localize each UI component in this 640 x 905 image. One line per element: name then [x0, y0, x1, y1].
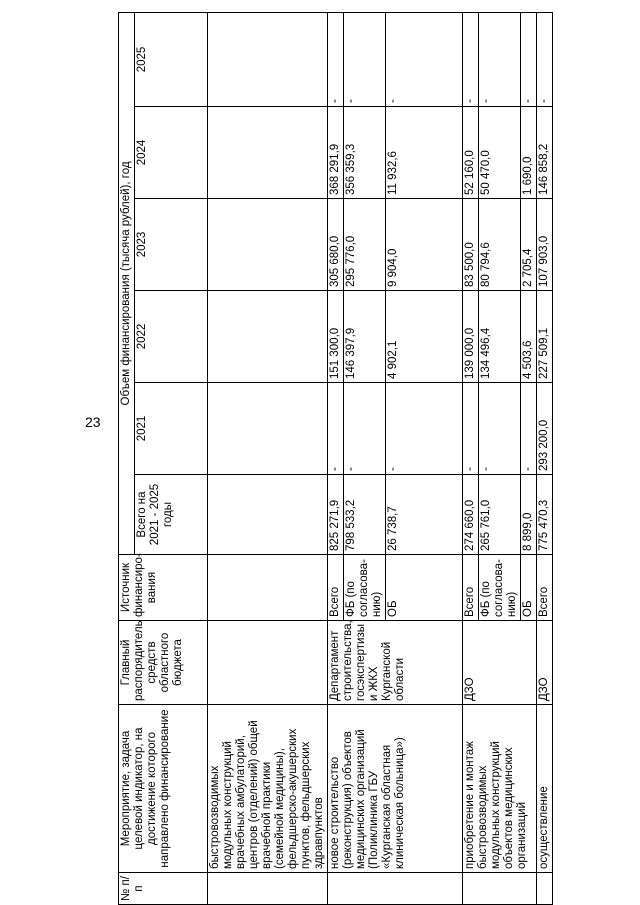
- cell-source: ОБ: [386, 555, 463, 621]
- cell-measure: приобретение и монтаж быстровозводимых модульных конструкций объектов медицинских организаций: [463, 705, 537, 873]
- cell-2024: 50 470,0: [479, 107, 521, 199]
- cell-2023: 80 794,6: [479, 199, 521, 291]
- cell-total: 798 533,2: [344, 475, 386, 555]
- cell-total: 274 660,0: [463, 475, 479, 555]
- cell-manager: ДЗО: [463, 621, 537, 705]
- table-row: [328, 12, 344, 904]
- cell-2023: 305 680,0: [328, 199, 344, 291]
- cell-manager: ДЗО: [537, 621, 553, 705]
- cell-2021: -: [521, 383, 537, 475]
- cell-2021: -: [344, 383, 386, 475]
- cell-2022: 139 000,0: [463, 291, 479, 383]
- cell-2022: 146 397,9: [344, 291, 386, 383]
- header-source: Источник финансиро-вания: [119, 555, 208, 621]
- cell-source: Всего: [463, 555, 479, 621]
- cell-measure: осуществление: [537, 705, 553, 873]
- header-year-2021: 2021: [135, 383, 208, 475]
- cell-num: [328, 873, 463, 905]
- header-year-2023: 2023: [135, 199, 208, 291]
- cell-2023: 107 903,0: [537, 199, 553, 291]
- cell-total: [208, 475, 328, 555]
- cell-source: ФБ (по согласова-нию): [344, 555, 386, 621]
- cell-2024: 52 160,0: [463, 107, 479, 199]
- cell-2022: 134 496,4: [479, 291, 521, 383]
- cell-2021: -: [479, 383, 521, 475]
- cell-num: [463, 873, 537, 905]
- cell-source: ОБ: [521, 555, 537, 621]
- cell-2025: [208, 12, 328, 106]
- cell-2024: 1 690,0: [521, 107, 537, 199]
- header-year-2024: 2024: [135, 107, 208, 199]
- header-num: № п/п: [119, 873, 208, 905]
- cell-2022: 227 509,1: [537, 291, 553, 383]
- cell-num: [537, 873, 553, 905]
- cell-total: 825 271,9: [328, 475, 344, 555]
- cell-total: 26 738,7: [386, 475, 463, 555]
- cell-source: Всего: [537, 555, 553, 621]
- table-row: [208, 12, 328, 904]
- header-total: Всего на 2021 - 2025 годы: [135, 475, 208, 555]
- header-year-2022: 2022: [135, 291, 208, 383]
- cell-2023: [208, 199, 328, 291]
- cell-2023: 83 500,0: [463, 199, 479, 291]
- cell-2025: -: [521, 12, 537, 106]
- cell-2022: 4 503,6: [521, 291, 537, 383]
- financing-table-wrapper: [118, 13, 608, 905]
- cell-source: Всего: [328, 555, 344, 621]
- cell-2021: [208, 383, 328, 475]
- cell-manager: Департамент строительства, госэкспертизы и ЖКХ Курганской области: [328, 621, 463, 705]
- cell-2022: [208, 291, 328, 383]
- cell-2024: [208, 107, 328, 199]
- cell-2021: -: [386, 383, 463, 475]
- cell-total: 265 761,0: [479, 475, 521, 555]
- cell-2023: 295 776,0: [344, 199, 386, 291]
- cell-2025: -: [344, 12, 386, 106]
- page-number: 23: [85, 414, 101, 430]
- cell-2023: 2 705,4: [521, 199, 537, 291]
- cell-2021: 293 200,0: [537, 383, 553, 475]
- cell-total: 775 470,3: [537, 475, 553, 555]
- cell-2022: 4 902,1: [386, 291, 463, 383]
- cell-2024: 356 359,3: [344, 107, 386, 199]
- cell-2024: 11 932,6: [386, 107, 463, 199]
- cell-2021: -: [463, 383, 479, 475]
- table-row: [537, 12, 553, 904]
- header-year-2025: 2025: [135, 12, 208, 106]
- cell-source: [208, 555, 328, 621]
- cell-manager: [208, 621, 328, 705]
- cell-measure: быстровозводимых модульных конструкций врачебных амбулаторий, центров (отделений) общей врачебной практики (семейной медицины), фельдшерско-акушерских пунктов, фельдшерских здравпунктов: [208, 705, 328, 873]
- header-row-1: [119, 12, 135, 904]
- cell-2025: -: [386, 12, 463, 106]
- cell-2024: 146 858,2: [537, 107, 553, 199]
- cell-2025: -: [328, 12, 344, 106]
- header-volume: Объем финансирования (тысяча рублей), год: [119, 12, 135, 554]
- cell-2024: 368 291,9: [328, 107, 344, 199]
- financing-table: [118, 12, 553, 905]
- header-measure: Мероприятие, задача целевой индикатор, на достижение которого направлено финансирование: [119, 705, 208, 873]
- cell-2025: -: [537, 12, 553, 106]
- cell-2025: -: [463, 12, 479, 106]
- cell-2021: -: [328, 383, 344, 475]
- cell-source: ФБ (по согласова-нию): [479, 555, 521, 621]
- cell-num: [208, 873, 328, 905]
- cell-2023: 9 904,0: [386, 199, 463, 291]
- cell-total: 8 899,0: [521, 475, 537, 555]
- table-row: [463, 12, 479, 904]
- cell-measure: новое строительство (реконструкция) объектов медицинских организаций (Поликлиника ГБУ «Курганская областная клиническая больница»): [328, 705, 463, 873]
- header-manager: Главный распорядитель средств областного бюджета: [119, 621, 208, 705]
- cell-2022: 151 300,0: [328, 291, 344, 383]
- cell-2025: -: [479, 12, 521, 106]
